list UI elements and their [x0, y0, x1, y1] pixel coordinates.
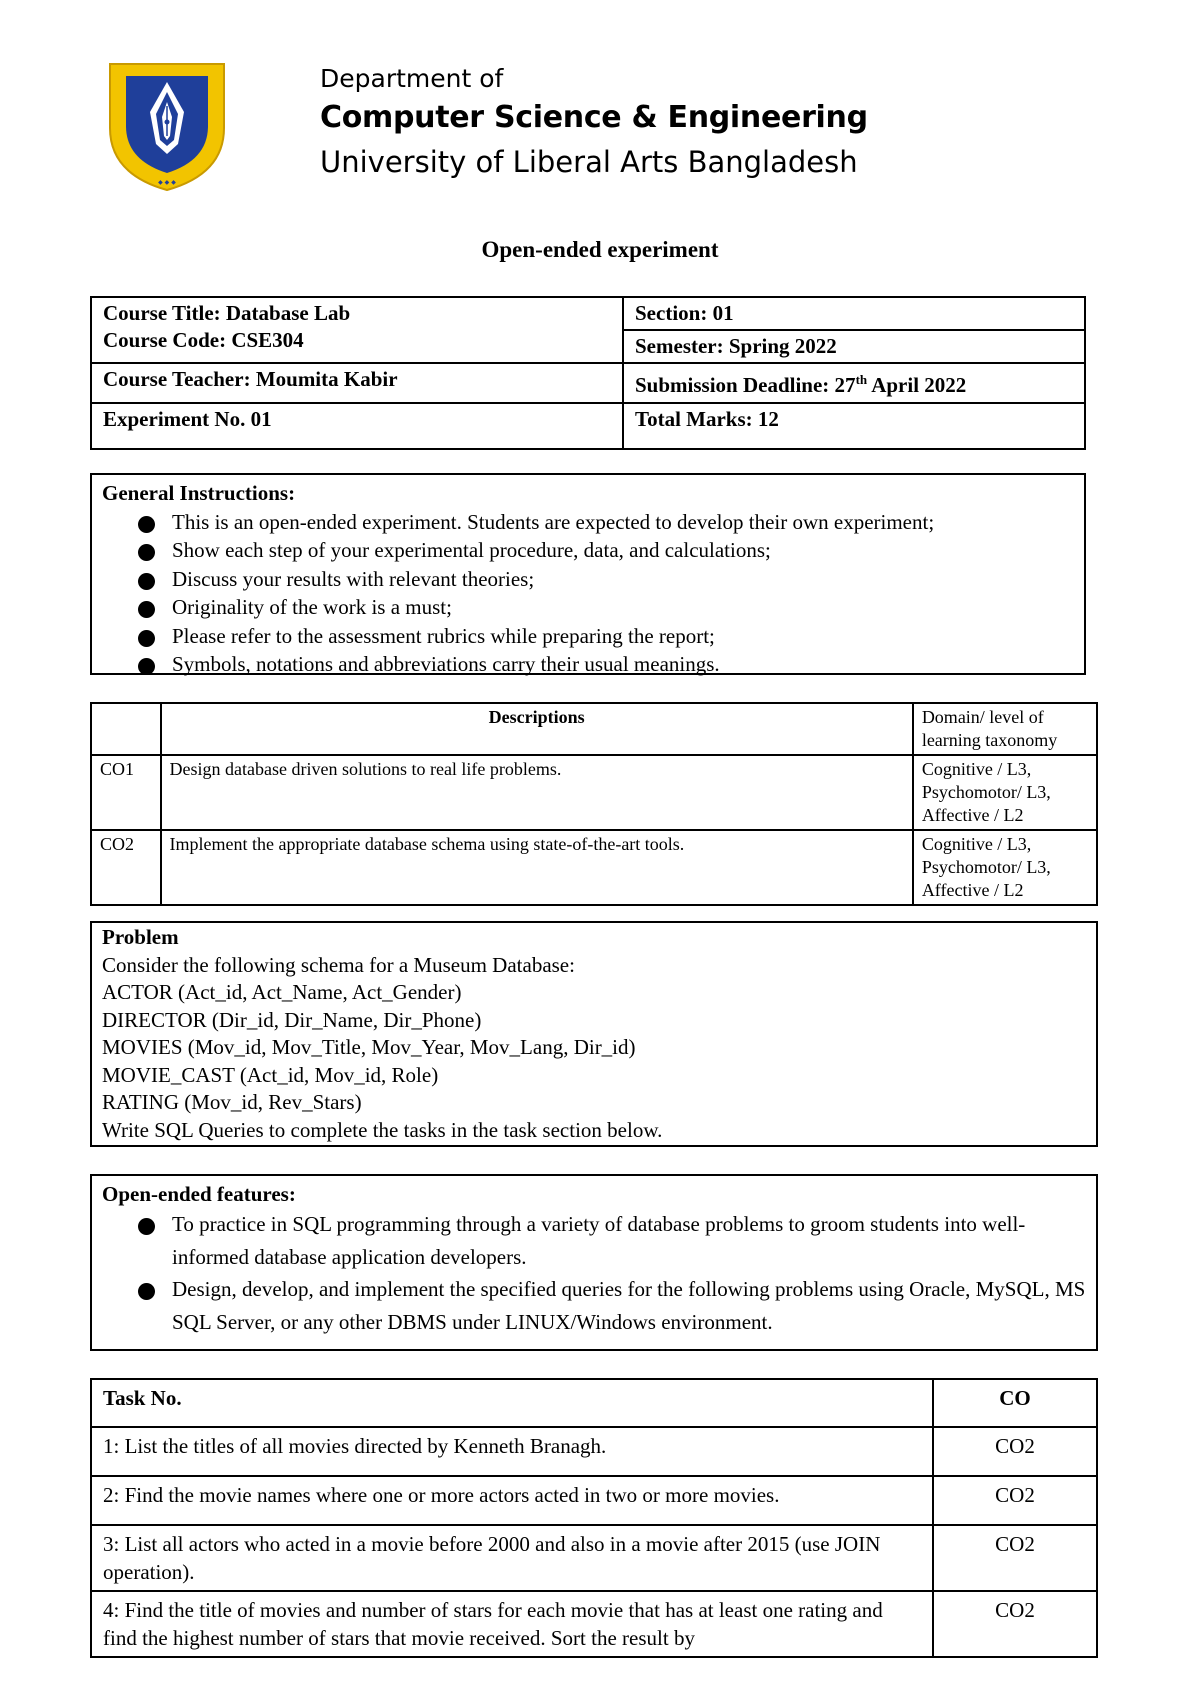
department-label: Department of: [320, 64, 504, 93]
list-item: Please refer to the assessment rubrics while preparing the report;: [138, 622, 1074, 651]
schema-movies: MOVIES (Mov_id, Mov_Title, Mov_Year, Mov_Lang, Dir_id): [102, 1035, 636, 1059]
co-id: CO1: [91, 755, 161, 830]
task-co: CO2: [933, 1476, 1097, 1525]
table-row: [91, 1525, 1097, 1591]
total-marks: Total Marks: 12: [623, 403, 1085, 449]
general-instructions-heading: General Instructions:: [102, 481, 296, 505]
list-item: Originality of the work is a must;: [138, 593, 1074, 622]
problem-heading: Problem: [102, 925, 179, 949]
schema-rating: RATING (Mov_id, Rev_Stars): [102, 1090, 362, 1114]
university-name: University of Liberal Arts Bangladesh: [320, 145, 858, 179]
descriptions-header: Descriptions: [161, 703, 913, 755]
course-code: Course Code: CSE304: [103, 328, 304, 352]
course-outcome-table: [90, 702, 1098, 906]
schema-actor: ACTOR (Act_id, Act_Name, Act_Gender): [102, 980, 462, 1004]
department-name: Computer Science & Engineering: [320, 100, 868, 135]
task-co: CO2: [933, 1591, 1097, 1657]
problem-box: [90, 921, 1098, 1147]
svg-text:◆ ◆ ◆: ◆ ◆ ◆: [158, 179, 176, 186]
table-row: [91, 830, 1097, 905]
task-table: [90, 1378, 1098, 1658]
course-title-cell: [91, 297, 623, 363]
submission-deadline: Submission Deadline: 27th April 2022: [623, 363, 1085, 403]
table-row: [91, 755, 1097, 830]
semester: Semester: Spring 2022: [635, 334, 837, 358]
task-text: 4: Find the title of movies and number of stars for each movie that has at least one rating and find the highest number of stars that movie received. Sort the result by: [91, 1591, 933, 1657]
list-item: Show each step of your experimental procedure, data, and calculations;: [138, 536, 1074, 565]
list-item: Symbols, notations and abbreviations carry their usual meanings.: [138, 650, 1074, 679]
co-description: Implement the appropriate database schema using state-of-the-art tools.: [161, 830, 913, 905]
instruction-list: [102, 508, 1074, 679]
co-domain: Cognitive / L3, Psychomotor/ L3, Affective / L2: [913, 755, 1097, 830]
section-semester-cell: [623, 297, 1085, 363]
task-co: CO2: [933, 1525, 1097, 1591]
features-list: [102, 1208, 1086, 1338]
list-item: Discuss your results with relevant theories;: [138, 565, 1074, 594]
co-id: CO2: [91, 830, 161, 905]
university-logo: [108, 62, 226, 192]
section: Section: 01: [624, 298, 1084, 331]
table-row: [91, 1591, 1097, 1657]
table-row: [91, 1427, 1097, 1476]
list-item: Design, develop, and implement the specified queries for the following problems using Oracle, MySQL, MS SQL Server, or any other DBMS under LINUX/Windows environment.: [138, 1273, 1086, 1338]
schema-director: DIRECTOR (Dir_id, Dir_Name, Dir_Phone): [102, 1007, 482, 1032]
domain-header: Domain/ level of learning taxonomy: [913, 703, 1097, 755]
task-header: Task No.: [91, 1379, 933, 1427]
course-teacher: Course Teacher: Moumita Kabir: [91, 363, 623, 403]
problem-line: Consider the following schema for a Museum Database:: [102, 952, 575, 977]
general-instructions-box: [90, 473, 1086, 675]
table-row: [91, 1476, 1097, 1525]
features-box: [90, 1174, 1098, 1351]
task-text: 1: List the titles of all movies directed by Kenneth Branagh.: [91, 1427, 933, 1476]
co-header-blank: [91, 703, 161, 755]
co-domain: Cognitive / L3, Psychomotor/ L3, Affective / L2: [913, 830, 1097, 905]
schema-movie-cast: MOVIE_CAST (Act_id, Mov_id, Role): [102, 1062, 439, 1087]
course-title: Course Title: Database Lab: [103, 301, 351, 325]
task-co: CO2: [933, 1427, 1097, 1476]
features-heading: Open-ended features:: [102, 1182, 296, 1206]
course-info-table: [90, 296, 1086, 450]
co-description: Design database driven solutions to real life problems.: [161, 755, 913, 830]
problem-line: Write SQL Queries to complete the tasks in the task section below.: [102, 1117, 663, 1142]
co-header: CO: [933, 1379, 1097, 1427]
list-item: This is an open-ended experiment. Students are expected to develop their own experiment;: [138, 508, 1074, 537]
list-item: To practice in SQL programming through a variety of database problems to groom students into well-informed database application developers.: [138, 1208, 1086, 1273]
document-title: Open-ended experiment: [481, 237, 719, 262]
task-text: 3: List all actors who acted in a movie before 2000 and also in a movie after 2015 (use JOIN operation).: [91, 1525, 933, 1591]
experiment-no: Experiment No. 01: [91, 403, 623, 449]
task-text: 2: Find the movie names where one or more actors acted in two or more movies.: [91, 1476, 933, 1525]
